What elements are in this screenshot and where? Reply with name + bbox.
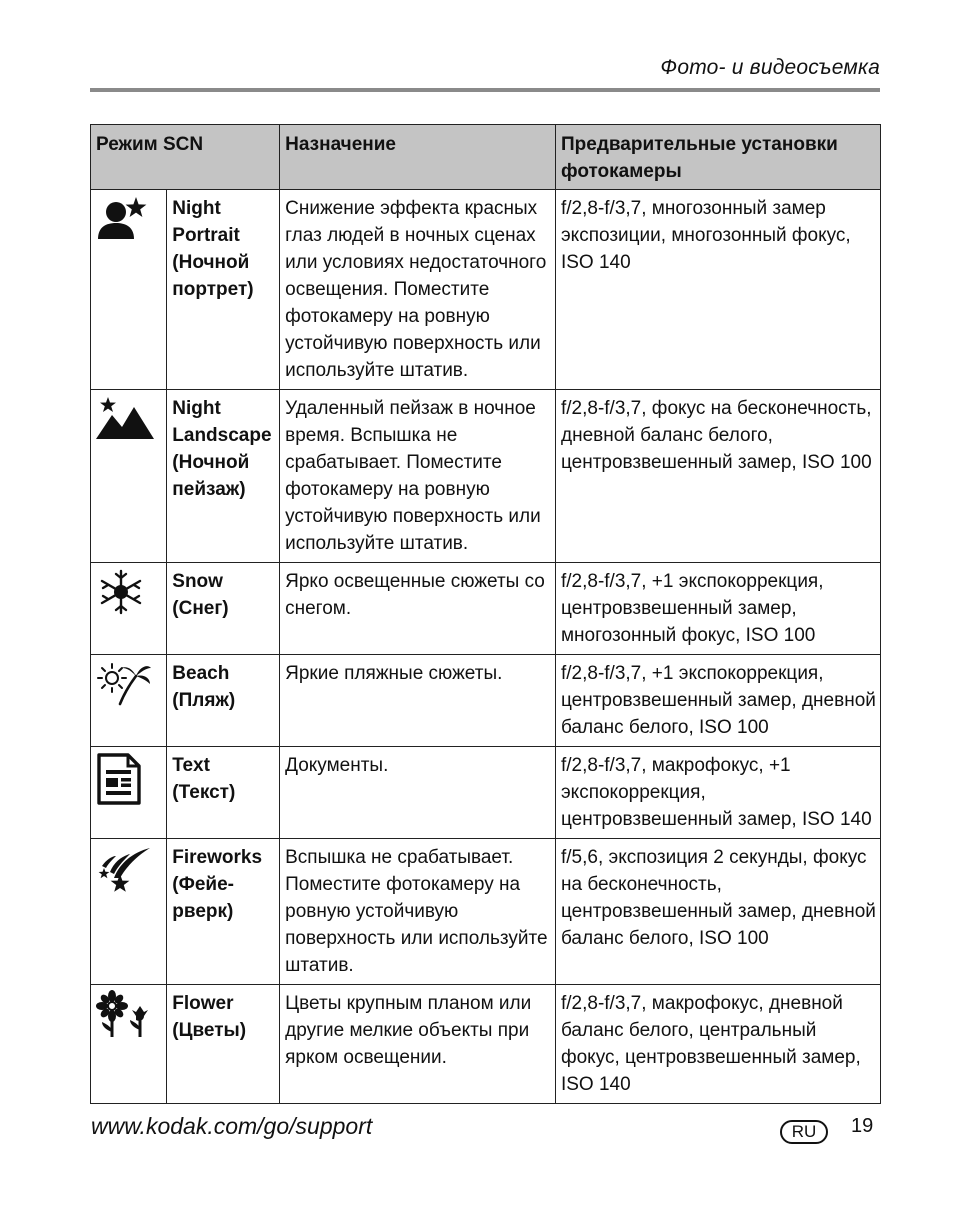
mode-purpose: Вспышка не срабатывает. Поместите фотокамеру на ровную устойчивую поверхность или используйте штатив. xyxy=(280,839,556,985)
night-landscape-icon xyxy=(96,395,162,441)
mode-purpose: Снижение эффекта красных глаз людей в ночных сценах или условиях недостаточного освещения. Поместите фотокамеру на ровную устойчивую поверхность или используйте штатив. xyxy=(280,190,556,390)
row-icon-cell xyxy=(91,839,167,985)
row-icon-cell xyxy=(91,190,167,390)
table-row xyxy=(91,985,881,1104)
table-row xyxy=(91,839,881,985)
mode-name: Night Landscape (Ночной пейзаж) xyxy=(167,390,280,563)
flower-icon xyxy=(96,990,162,1038)
header-rule xyxy=(90,88,880,92)
row-icon-cell xyxy=(91,655,167,747)
mode-purpose: Ярко освещенные сюжеты со снегом. xyxy=(280,563,556,655)
mode-name: Beach (Пляж) xyxy=(167,655,280,747)
table-header-row xyxy=(91,125,881,190)
table-row xyxy=(91,655,881,747)
header-mode: Режим SCN xyxy=(91,125,280,190)
fireworks-icon xyxy=(96,844,162,894)
mode-purpose: Документы. xyxy=(280,747,556,839)
mode-presets: f/2,8-f/3,7, макрофокус, +1 экспокоррекция, центровзвешенный замер, ISO 140 xyxy=(555,747,880,839)
text-document-icon xyxy=(96,752,162,806)
table-row xyxy=(91,390,881,563)
mode-presets: f/2,8-f/3,7, макрофокус, дневной баланс белого, центральный фокус, центровзвешенный замер, ISO 140 xyxy=(555,985,880,1104)
mode-name: Snow (Снег) xyxy=(167,563,280,655)
row-icon-cell xyxy=(91,985,167,1104)
table-row xyxy=(91,747,881,839)
mode-presets: f/2,8-f/3,7, многозонный замер экспозиции, многозонный фокус, ISO 140 xyxy=(555,190,880,390)
mode-purpose: Удаленный пейзаж в ночное время. Вспышка не срабатывает. Поместите фотокамеру на ровную устойчивую поверхность или используйте штатив. xyxy=(280,390,556,563)
row-icon-cell xyxy=(91,747,167,839)
header-presets: Предварительные установки фотокамеры xyxy=(555,125,880,190)
support-url: www.kodak.com/go/support xyxy=(91,1113,373,1139)
mode-name: Night Portrait (Ночной портрет) xyxy=(167,190,280,390)
section-title: Фото- и видеосъемка xyxy=(660,56,880,79)
mode-presets: f/2,8-f/3,7, фокус на бесконечность, дневной баланс белого, центровзвешенный замер, ISO 100 xyxy=(555,390,880,563)
mode-name: Flower (Цветы) xyxy=(167,985,280,1104)
beach-icon xyxy=(96,660,162,706)
mode-presets: f/2,8-f/3,7, +1 экспокоррекция, центровзвешенный замер, многозонный фокус, ISO 100 xyxy=(555,563,880,655)
table-row xyxy=(91,190,881,390)
row-icon-cell xyxy=(91,563,167,655)
page-number: 19 xyxy=(851,1115,874,1137)
row-icon-cell xyxy=(91,390,167,563)
snow-icon xyxy=(96,568,162,616)
mode-name: Text (Текст) xyxy=(167,747,280,839)
mode-presets: f/5,6, экспозиция 2 секунды, фокус на бесконечность, центровзвешенный замер, дневной баланс белого, ISO 100 xyxy=(555,839,880,985)
night-portrait-icon xyxy=(96,195,162,241)
mode-presets: f/2,8-f/3,7, +1 экспокоррекция, центровзвешенный замер, дневной баланс белого, ISO 100 xyxy=(555,655,880,747)
language-badge: RU xyxy=(780,1120,828,1144)
mode-purpose: Цветы крупным планом или другие мелкие объекты при ярком освещении. xyxy=(280,985,556,1104)
table-row xyxy=(91,563,881,655)
scn-modes-table xyxy=(90,124,881,1104)
mode-purpose: Яркие пляжные сюжеты. xyxy=(280,655,556,747)
header-purpose: Назначение xyxy=(280,125,556,190)
mode-name: Fireworks (Фейе-рверк) xyxy=(167,839,280,985)
